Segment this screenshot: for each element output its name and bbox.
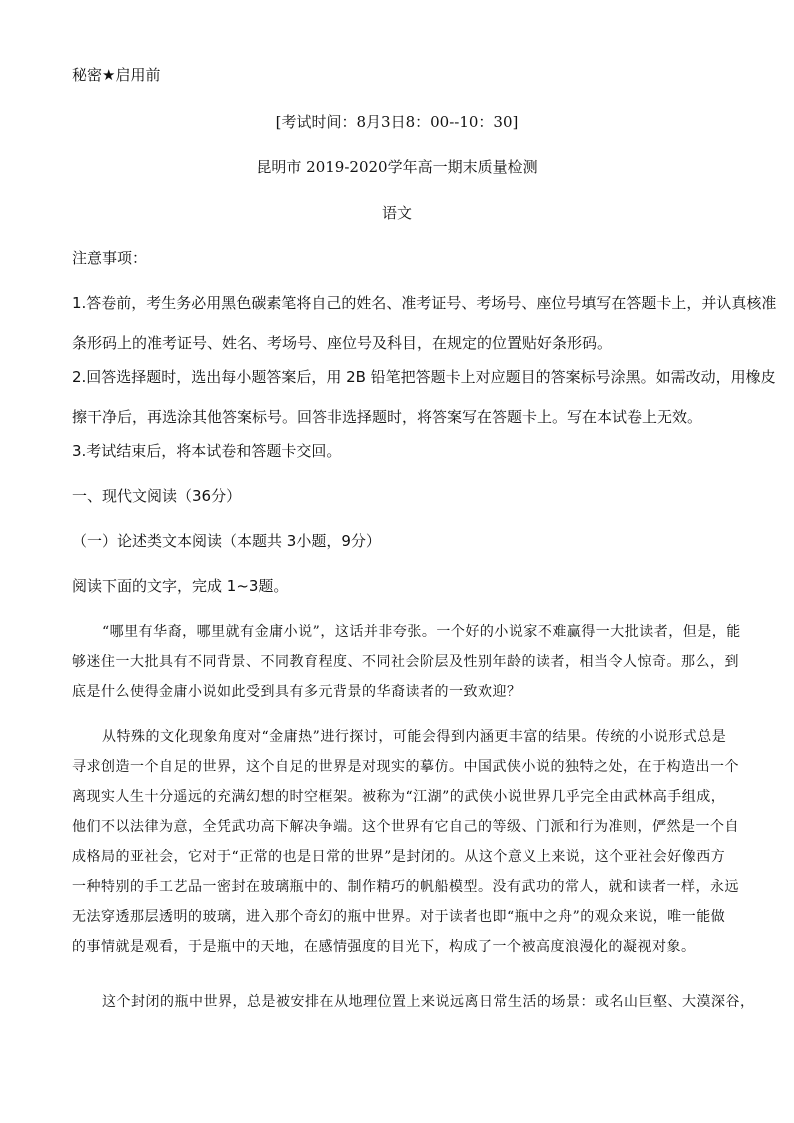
passage-line: 这个封闭的瓶中世界，总是被安排在从地理位置上来说远离日常生活的场景：或名山巨壑、大漠深谷， xyxy=(102,994,755,1010)
passage-line: 寻求创造一个自足的世界，这个自足的世界是对现实的摹仿。中国武侠小说的独特之处，在于构造出一个 xyxy=(72,759,739,775)
sub1-title: （一）论述类文本阅读（本题共 3小题，9分） xyxy=(72,532,381,550)
notice-item-2-line-1: 2.回答选择题时，选出每小题答案后，用 2B 铅笔把答题卡上对应题目的答案标号涂黑。如需改动，用橡皮 xyxy=(72,368,776,386)
part1-title: 一、现代文阅读（36分） xyxy=(72,487,242,505)
notice-item-1-line-1: 1.答卷前，考生务必用黑色碳素笔将自己的姓名、准考证号、考场号、座位号填写在答题卡上，并认真核准 xyxy=(72,294,777,312)
passage-line: 成格局的亚社会，它对于“正常的也是日常的世界”是封闭的。从这个意义上来说，这个亚社会好像西方 xyxy=(72,849,726,865)
passage-line: 他们不以法律为意，全凭武功高下解决争端。这个世界有它自己的等级、门派和行为准则，俨然是一个自 xyxy=(72,819,739,835)
exam-title: 昆明市 2019-2020学年高一期末质量检测 xyxy=(256,158,538,176)
notice-item-2-line-2: 擦干净后，再选涂其他答案标号。回答非选择题时，将答案写在答题卡上。写在本试卷上无效。 xyxy=(72,408,703,426)
passage-line: 一种特别的手工艺品一密封在玻璃瓶中的、制作精巧的帆船模型。没有武功的常人，就和读者一样，永远 xyxy=(72,879,739,895)
passage-line: “哪里有华裔，哪里就有金庸小说”，这话并非夸张。一个好的小说家不难赢得一大批读者，但是，能 xyxy=(102,624,741,640)
passage-line: 从特殊的文化现象角度对“金庸热”进行探讨，可能会得到内涵更丰富的结果。传统的小说形式总是 xyxy=(102,729,727,745)
exam-time: [考试时间：8月3日8：00--10：30] xyxy=(275,113,519,131)
passage-line: 无法穿透那层透明的玻璃，进入那个奇幻的瓶中世界。对于读者也即“瓶中之舟”的观众来说，唯一能做 xyxy=(72,909,726,925)
passage-paragraph-2 xyxy=(72,727,739,967)
notice-item-2 xyxy=(72,367,776,447)
notice-item-1 xyxy=(72,293,777,373)
notice-item-3: 3.考试结束后，将本试卷和答题卡交回。 xyxy=(72,442,342,460)
passage-line: 够迷住一大批具有不同背景、不同教育程度、不同社会阶层及性别年龄的读者，相当令人惊奇。那么，到 xyxy=(72,654,739,670)
passage-line: 离现实人生十分遥远的充满幻想的时空框架。被称为“江湖”的武侠小说世界几乎完全由武林高手组成， xyxy=(72,789,726,805)
passage-paragraph-1 xyxy=(72,622,741,712)
notice-item-1-line-2: 条形码上的准考证号、姓名、考场号、座位号及科目，在规定的位置贴好条形码。 xyxy=(72,334,613,352)
notice-title: 注意事项： xyxy=(72,249,148,267)
reading-instruction: 阅读下面的文字，完成 1~3题。 xyxy=(72,577,289,595)
subject-title: 语文 xyxy=(381,204,412,222)
passage-line: 的事情就是观看，于是瓶中的天地，在感情强度的目光下，构成了一个被高度浪漫化的凝视对象。 xyxy=(72,939,696,955)
passage-line: 底是什么使得金庸小说如此受到具有多元背景的华裔读者的一致欢迎？ xyxy=(72,684,522,700)
passage-paragraph-3 xyxy=(72,992,755,1022)
secret-label: 秘密★启用前 xyxy=(72,66,161,84)
